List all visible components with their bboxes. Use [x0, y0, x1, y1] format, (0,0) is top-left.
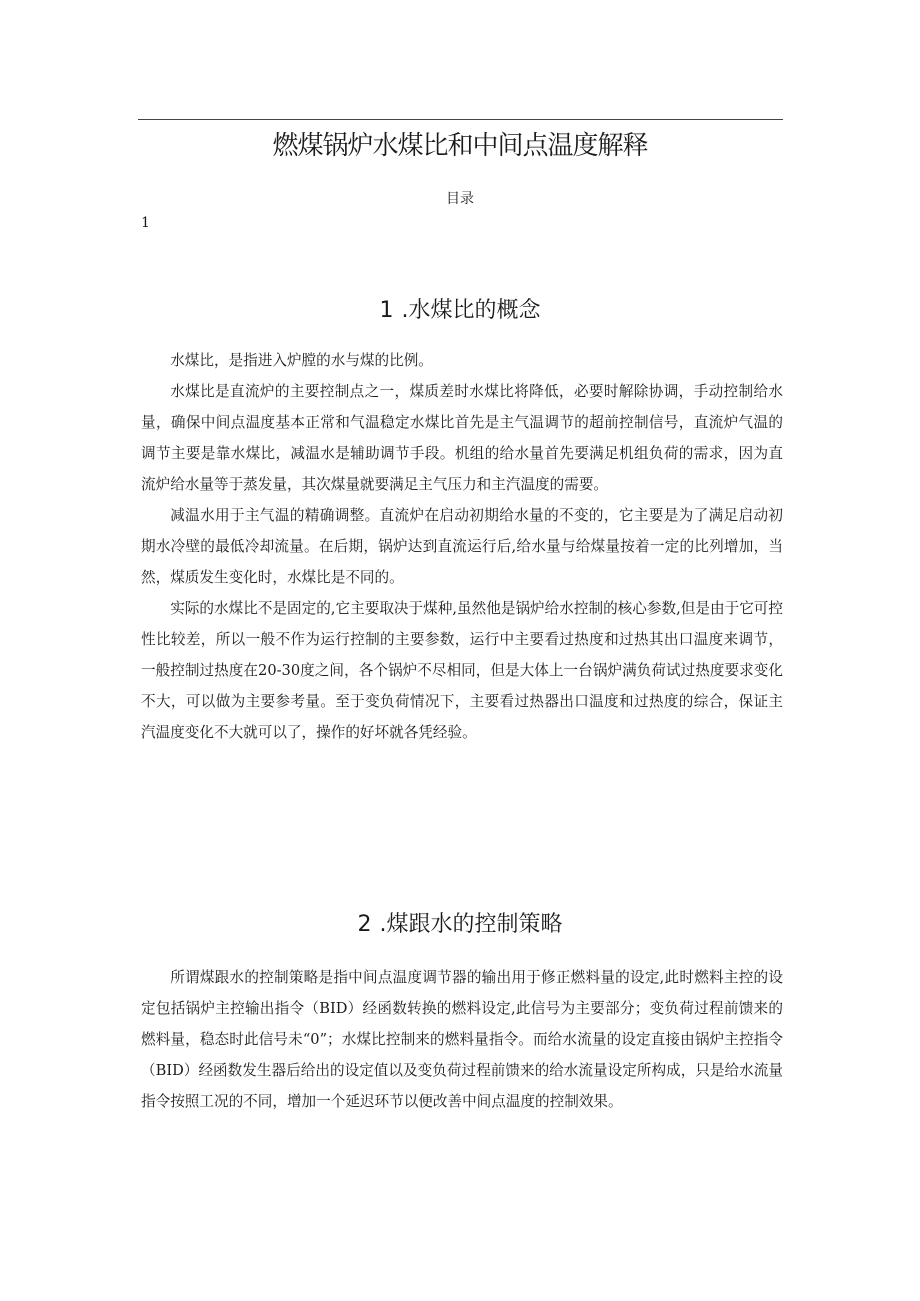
section-2-body — [141, 962, 783, 1117]
header-rule — [138, 119, 783, 120]
toc-item: 1 — [141, 215, 150, 231]
section-2-title — [0, 908, 920, 942]
section-1-heading: .水煤比的概念 — [401, 298, 541, 323]
section-1-number: 1 — [379, 298, 394, 323]
section-1-body — [141, 345, 783, 748]
section-1-paragraph-1: 水煤比，是指进入炉膛的水与煤的比例。 — [170, 352, 433, 369]
section-1-paragraph-3: 减温水用于主气温的精确调整。直流炉在启动初期给水量的不变的，它主要是为了满足启动初期水冷壁的最低冷却流量。在后期，锅炉达到直流运行后,给水量与给煤量按着一定的比列增加，当然，煤质发生变化时，水煤比是不同的。 — [141, 507, 783, 586]
section-1-paragraph-2: 水煤比是直流炉的主要控制点之一，煤质差时水煤比将降低，必要时解除协调，手动控制给水量，确保中间点温度基本正常和气温稳定水煤比首先是主气温调节的超前控制信号，直流炉气温的调节主要是靠水煤比，减温水是辅助调节手段。机组的给水量首先要满足机组负荷的需求，因为直流炉给水量等于蒸发量，其次煤量就要满足主气压力和主汽温度的需要。 — [141, 383, 783, 493]
section-2-heading: .煤跟水的控制策略 — [379, 912, 563, 937]
section-1-paragraph-4: 实际的水煤比不是固定的,它主要取决于煤种,虽然他是锅炉给水控制的核心参数,但是由于它可控性比较差，所以一般不作为运行控制的主要参数，运行中主要看过热度和过热其出口温度来调节，一般控制过热度在20-30度之间，各个锅炉不尽相同，但是大体上一台锅炉满负荷试过热度要求变化不大，可以做为主要参考量。至于变负荷情况下，主要看过热器出口温度和过热度的综合，保证主汽温度变化不大就可以了，操作的好坏就各凭经验。 — [141, 600, 783, 741]
section-2-paragraph-1: 所谓煤跟水的控制策略是指中间点温度调节器的输出用于修正燃料量的设定,此时燃料主控的设定包括锅炉主控输出指令（BID）经函数转换的燃料设定,此信号为主要部分；变负荷过程前馈来的燃料量，稳态时此信号未“0”；水煤比控制来的燃料量指令。而给水流量的设定直接由锅炉主控指令（BID）经函数发生器后给出的设定值以及变负荷过程前馈来的给水流量设定所构成，只是给水流量指令按照工况的不同，增加一个延迟环节以便改善中间点温度的控制效果。 — [141, 969, 783, 1110]
section-1-title — [0, 294, 920, 328]
section-2-number: 2 — [357, 912, 372, 937]
toc-heading: 目录 — [446, 191, 474, 207]
document-title: 燃煤锅炉水煤比和中间点温度解释 — [272, 131, 648, 161]
